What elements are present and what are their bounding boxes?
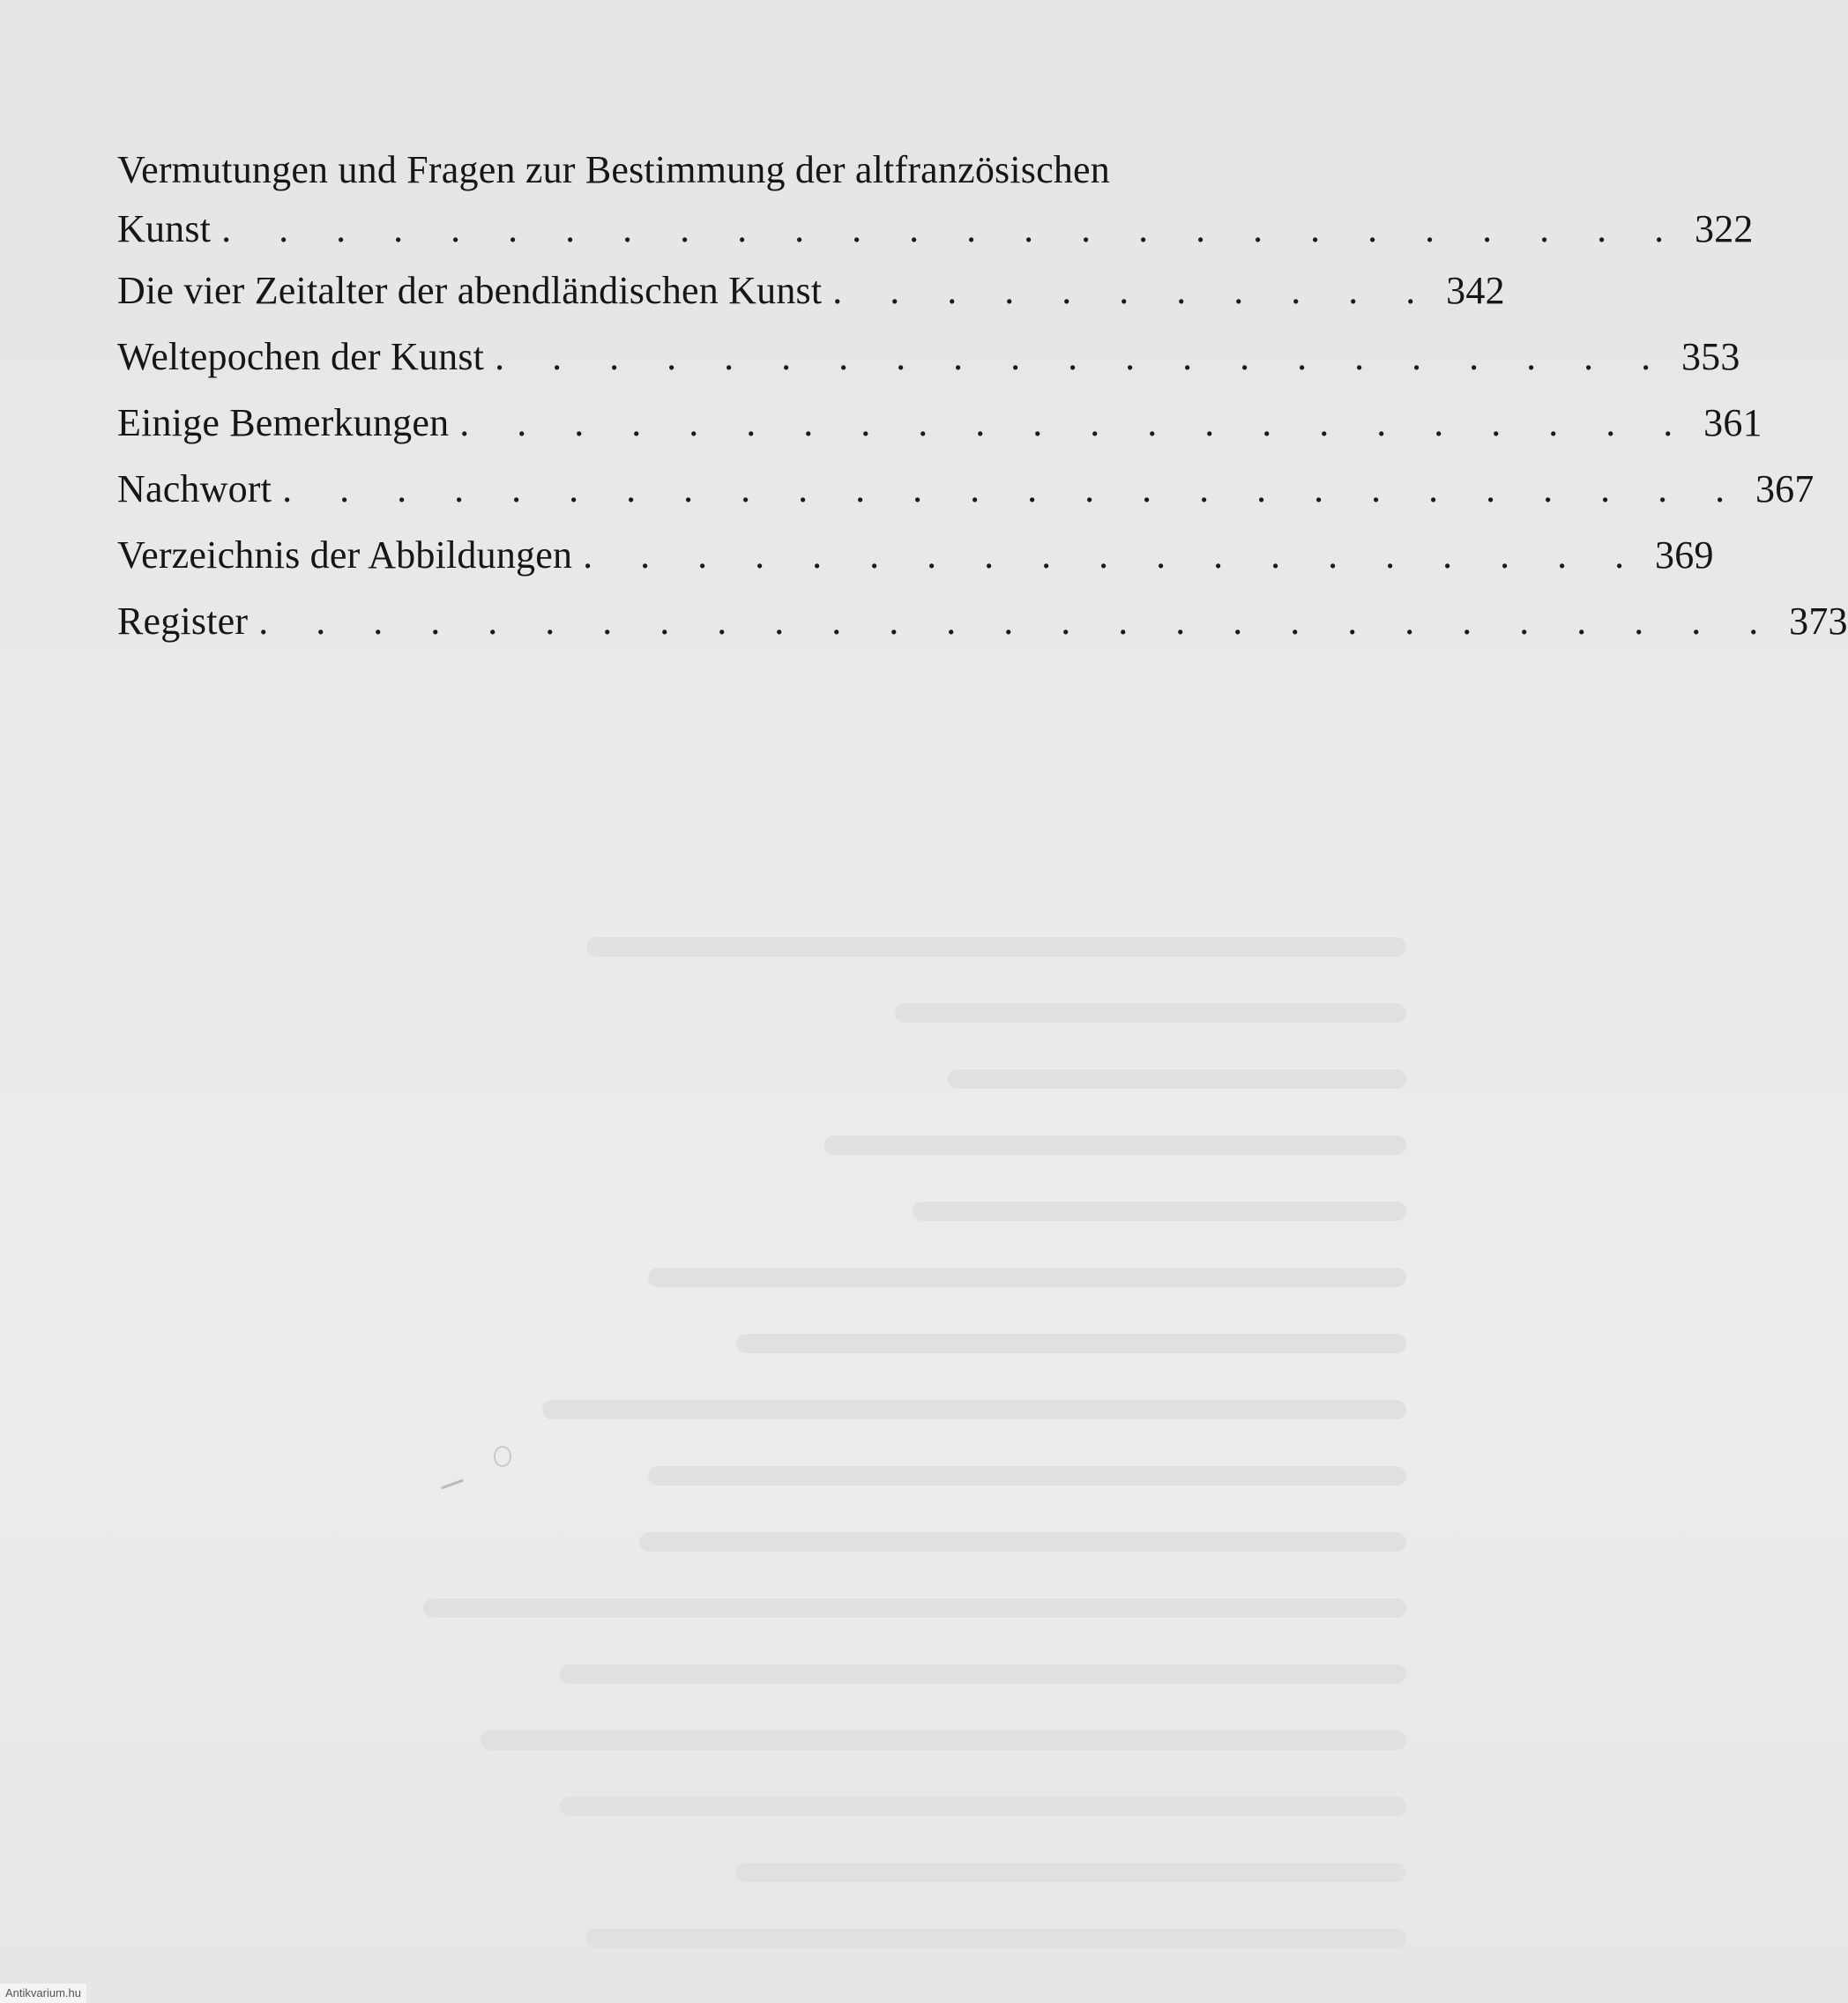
toc-dot-leader: . . . . . . . . . . . . . . . . . . . . . . . . . . xyxy=(282,467,1744,510)
watermark: Antikvarium.hu xyxy=(0,1984,86,2003)
show-through-line xyxy=(423,1186,1406,1252)
paper-blemish xyxy=(494,1446,511,1467)
toc-dot-leader: . . . . . . . . . . . xyxy=(832,269,1434,312)
show-through-line xyxy=(423,1715,1406,1781)
toc-entry-title-continued: Kunst xyxy=(117,207,212,250)
show-through-line xyxy=(423,921,1406,987)
toc-dot-leader: . . . . . . . . . . . . . . . . . . . . . xyxy=(495,335,1670,378)
toc-dot-leader: . . . . . . . . . . . . . . . . . . . xyxy=(583,533,1643,577)
toc-page-number: 361 xyxy=(1703,401,1762,444)
show-through-line xyxy=(423,1450,1406,1516)
toc-entry-title: Einige Bemerkungen xyxy=(117,401,450,444)
toc-entry xyxy=(117,390,1762,456)
show-through-line xyxy=(423,1384,1406,1450)
toc-entry-title: Weltepochen der Kunst xyxy=(117,335,485,378)
show-through-line xyxy=(423,1252,1406,1318)
show-through-line xyxy=(423,1516,1406,1582)
show-through-line xyxy=(423,1913,1406,1979)
toc-entry xyxy=(117,522,1714,588)
toc-page-number: 369 xyxy=(1655,533,1714,577)
toc-entry xyxy=(117,324,1740,390)
toc-entry xyxy=(117,257,1505,324)
table-of-contents xyxy=(117,139,1848,654)
toc-page-number: 342 xyxy=(1446,269,1505,312)
toc-entry-title: Die vier Zeitalter der abendländischen Kunst xyxy=(117,269,823,312)
toc-page-number: 373 xyxy=(1789,599,1848,643)
toc-entry xyxy=(117,139,1754,257)
toc-dot-leader: . . . . . . . . . . . . . . . . . . . . . . xyxy=(459,401,1692,444)
show-through-line xyxy=(423,1847,1406,1913)
toc-page-number: 322 xyxy=(1695,207,1754,250)
show-through-line xyxy=(423,1582,1406,1649)
show-through-line xyxy=(423,1781,1406,1847)
toc-entry-title: Nachwort xyxy=(117,467,272,510)
toc-page-number: 353 xyxy=(1680,335,1740,378)
toc-dot-leader: . . . . . . . . . . . . . . . . . . . . . . . . . . . xyxy=(258,599,1777,643)
toc-entry-title: Verzeichnis der Abbildungen xyxy=(117,533,573,577)
toc-entry xyxy=(117,588,1848,654)
show-through-text xyxy=(423,921,1406,1979)
toc-page-number: 367 xyxy=(1755,467,1814,510)
toc-dot-leader: . . . . . . . . . . . . . . . . . . . . . . . . . . xyxy=(221,207,1683,250)
toc-entry-title: Vermutungen und Fragen zur Bestimmung der altfranzösischen xyxy=(117,148,1110,191)
toc-entry-title: Register xyxy=(117,599,249,643)
show-through-line xyxy=(423,1649,1406,1715)
show-through-line xyxy=(423,1318,1406,1384)
show-through-line xyxy=(423,987,1406,1054)
show-through-line xyxy=(423,1120,1406,1186)
toc-entry xyxy=(117,456,1814,522)
show-through-line xyxy=(423,1054,1406,1120)
